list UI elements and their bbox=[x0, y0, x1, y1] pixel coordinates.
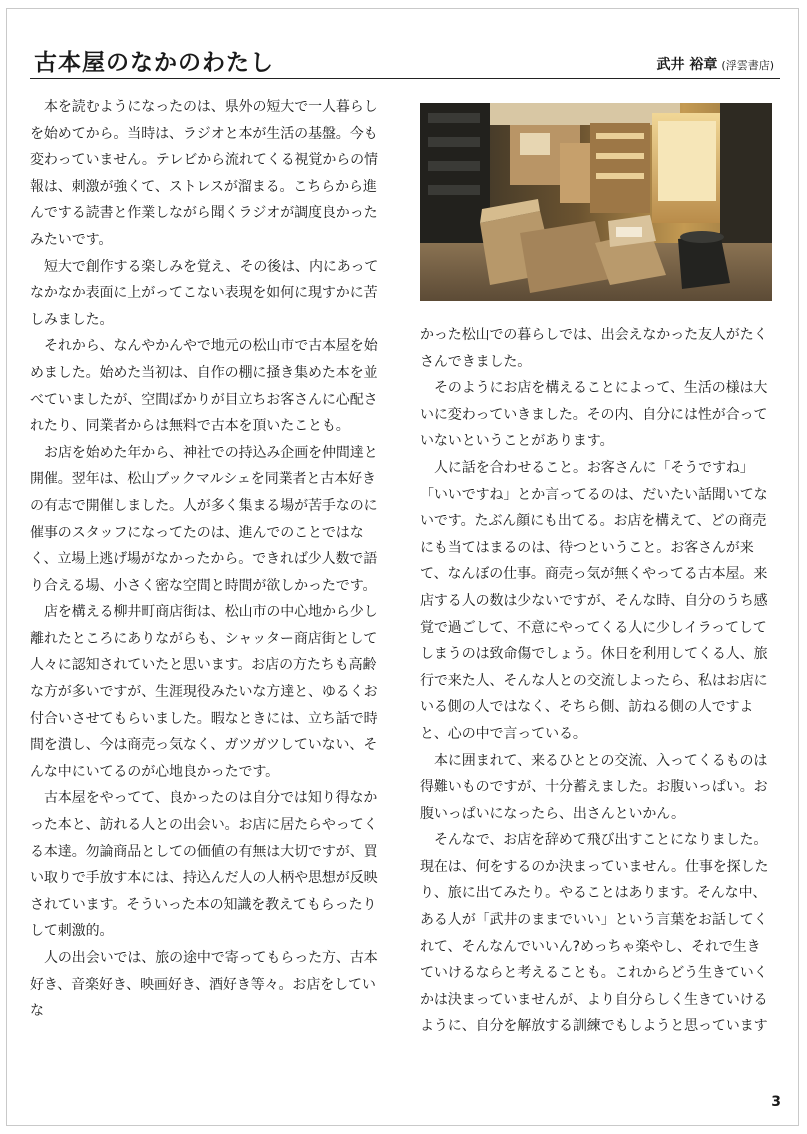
paragraph: 店を構える柳井町商店街は、松山市の中心地から少し離れたところにありながらも、シャッター商店街として人々に認知されていたと思います。お店の方たちも高齢な方が多いですが、生涯現役みたいな方達と、ゆるくお付合いさせてもらいました。暇なときには、立ち話で時間を潰し、今は商売っ気なく、ガツガツしていない、そんな中にいてるのが心地良かったです。 bbox=[30, 604, 378, 780]
paragraph: そのようにお店を構えることによって、生活の様は大いに変わっていきました。その内、自分には性が合っていないということがあります。 bbox=[420, 380, 768, 450]
paragraph: 本を読むようになったのは、県外の短大で一人暮らしを始めてから。当時は、ラジオと本が生活の基盤。今も変わっていません。テレビから流れてくる視覚からの情報は、刺激が強くて、ストレスが溜まる。こちらから進んでする読書と作業しながら聞くラジオが調度良かったみたいです。 bbox=[30, 99, 378, 248]
paragraph: 古本屋をやってて、良かったのは自分では知り得なかった本と、訪れる人との出会い。お店に居たらやってくる本達。勿論商品としての価値の有無は大切ですが、買い取りで手放す本には、持込んだ人の人柄や思想が反映されています。そういった本の知識を教えてもらったりして刺激的。 bbox=[30, 790, 378, 940]
page-number: 3 bbox=[771, 1094, 781, 1110]
paragraph-continuation: かった松山での暮らしでは、出会えなかった友人がたくさんできました。 bbox=[420, 327, 768, 370]
author-affiliation: (浮雲書店) bbox=[721, 59, 774, 72]
author-name: 武井 裕章 bbox=[656, 57, 718, 73]
paragraph: お店を始めた年から、神社での持込み企画を仲間達と開催。翌年は、松山ブックマルシェを同業者と古本好きの有志で開催しました。人が多く集まる場が苦手なのに催事のスタッフになってたのは、進んでのことではなく、立場上逃げ場がなかったから。できれば少人数で語り合える場、小さく密な空間と時間が欲しかったです。 bbox=[30, 444, 378, 594]
left-column bbox=[30, 94, 380, 1025]
paragraph: 短大で創作する楽しみを覚え、その後は、内にあってなかなか表面に上がってこない表現を如何に現すかに苦しみました。 bbox=[30, 258, 379, 328]
paragraph: 人の出会いでは、旅の途中で寄ってもらった方、古本好き、音楽好き、映画好き、酒好き等々。お店をしていな bbox=[30, 950, 378, 1020]
article-title: 古本屋のなかのわたし bbox=[34, 50, 274, 76]
author-byline bbox=[657, 54, 774, 74]
right-column bbox=[420, 322, 770, 1040]
paragraph: 本に囲まれて、来るひととの交流、入ってくるものは得難いものですが、十分蓄えました。お腹いっぱい。お腹いっぱいになったら、出さんといかん。 bbox=[420, 752, 768, 822]
paragraph: そんなで、お店を辞めて飛び出すことになりました。現在は、何をするのか決まっていません。仕事を探したり、旅に出てみたり。やることはあります。そんな中、ある人が「武井のままでいい」という言葉をお話してくれて、そんなんでいいん?めっちゃ楽やし、それで生きていけるならと考えることも。これからどう生きていくかは決まっていませんが、より自分らしく生きていけるように、自分を解放する訓練でもしようと思っています bbox=[420, 832, 769, 1035]
bookstore-photo bbox=[420, 103, 772, 301]
paragraph: それから、なんやかんやで地元の松山市で古本屋を始めました。始めた当初は、自作の棚に掻き集めた本を並べていましたが、空間ばかりが目立ちお客さんに心配されたり、同業者からは無料で古本を頂いたことも。 bbox=[30, 338, 378, 435]
article-header bbox=[30, 40, 780, 79]
paragraph: 人に話を合わせること。お客さんに「そうですね」「いいですね」とか言ってるのは、だいたい話聞いてないです。たぶん顔にも出てる。お店を構えて、どの商売にも当てはまるのは、待つということ。お客さんが来て、なんぼの仕事。商売っ気が無くやってる古本屋。来店する人の数は少ないですが、そんな時、自分のうち感覚で過ごして、不意にやってくる人に少しイラってしてしまうのは致命傷でしょう。休日を利用してくる人、旅行で来た人、そんな人との交流しよったら、私はお店にいる側の人ではなく、そちら側、訪ねる側の人ですよと、心の中で言っている。 bbox=[420, 459, 768, 742]
bookstore-interior-image bbox=[420, 103, 772, 301]
